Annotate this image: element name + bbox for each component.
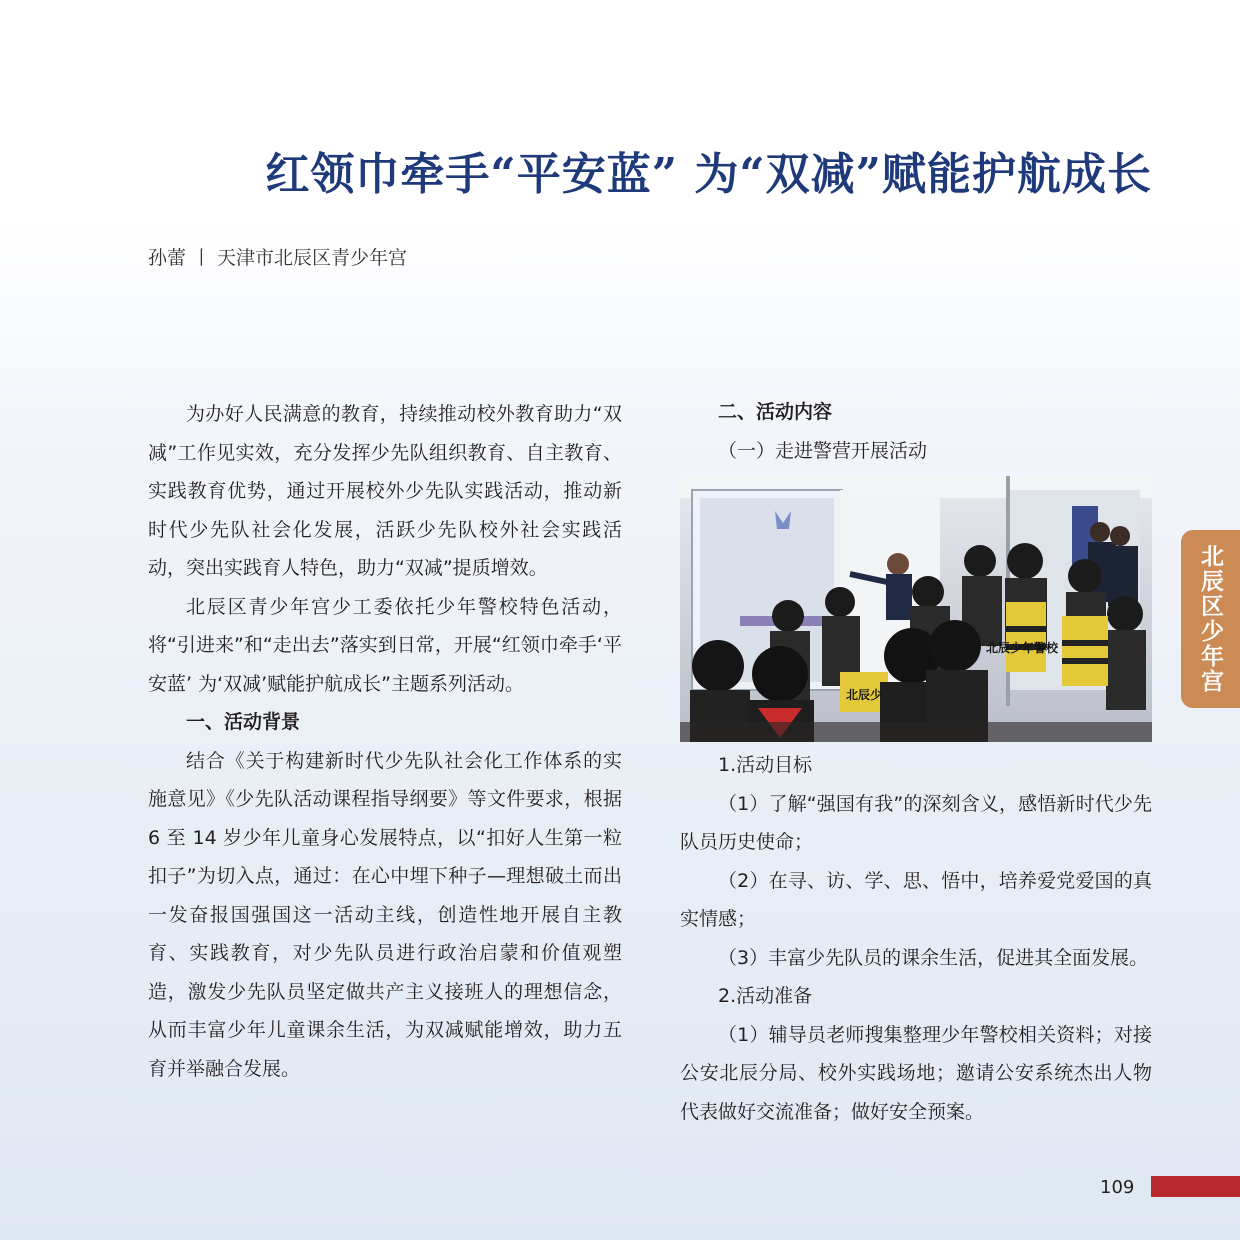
author-organization: 天津市北辰区青少年宫 bbox=[217, 247, 408, 269]
article-title: 红领巾牵手“平安蓝” 为“双减”赋能护航成长 bbox=[265, 149, 1152, 200]
goal-title: 1.活动目标 bbox=[718, 754, 813, 776]
vest-label-2: 北辰少 bbox=[845, 688, 883, 702]
vest-label-1: 北辰少年警校 bbox=[985, 641, 1059, 655]
byline bbox=[148, 243, 407, 270]
prep-title: 2.活动准备 bbox=[718, 985, 813, 1007]
author-name: 孙蕾 bbox=[148, 247, 187, 269]
side-tab-label: 北辰区少年宫 bbox=[1197, 544, 1223, 694]
background-paragraph: 结合《关于构建新时代少先队社会化工作体系的实施意见》《少先队活动课程指导纲要》等文件要求，根据 6 至 14 岁少年儿童身心发展特点，以“扣好人生第一粒扣子”为切入点，通过：在心中埋下种子—理想破土而出一发奋报国强国这一活动主线，创造性地开展自主教育、实践教育，对少先队员进行政治启蒙和价值观塑造，激发少先队员坚定做共产主义接班人的理想信念，从而丰富少年儿童课余生活，为双减赋能增效，助力五育并举融合发展。 bbox=[148, 749, 622, 1080]
prep-item-1: （1）辅导员老师搜集整理少年警校相关资料；对接公安北辰分局、校外实践场地；邀请公安系统杰出人物代表做好交流准备；做好安全预案。 bbox=[680, 1023, 1152, 1123]
goal-item-1: （1）了解“强国有我”的深刻含义，感悟新时代少先队员历史使命； bbox=[680, 792, 1152, 853]
goal-item-3: （3）丰富少先队员的课余生活，促进其全面发展。 bbox=[718, 946, 1149, 969]
activity-photo bbox=[680, 476, 1152, 742]
activity-photo-illustration bbox=[680, 476, 1152, 742]
page-number: 109 bbox=[1100, 1177, 1135, 1198]
left-column bbox=[148, 395, 622, 1088]
subsection-heading: （一）走进警营开展活动 bbox=[718, 439, 928, 462]
page-accent-bar bbox=[1151, 1176, 1240, 1197]
section-heading-content: 二、活动内容 bbox=[718, 401, 833, 423]
intro-paragraph: 为办好人民满意的教育，持续推动校外教育助力“双减”工作见实效，充分发挥少先队组织教育、自主教育、实践教育优势，通过开展校外少先队实践活动，推动新时代少先队社会化发展，活跃少先队校外社会实践活动，突出实践育人特色，助力“双减”提质增效。 bbox=[148, 403, 622, 579]
right-column bbox=[680, 393, 1152, 1131]
byline-separator: 丨 bbox=[192, 247, 212, 269]
goal-item-2: （2）在寻、访、学、思、悟中，培养爱党爱国的真实情感； bbox=[680, 869, 1152, 930]
overview-paragraph: 北辰区青少年宫少工委依托少年警校特色活动，将“引进来”和“走出去”落实到日常，开展“红领巾牵手‘平安蓝’ 为‘双减’赋能护航成长”主题系列活动。 bbox=[148, 595, 622, 695]
section-heading-background: 一、活动背景 bbox=[186, 711, 301, 733]
section-side-tab bbox=[1181, 530, 1240, 708]
